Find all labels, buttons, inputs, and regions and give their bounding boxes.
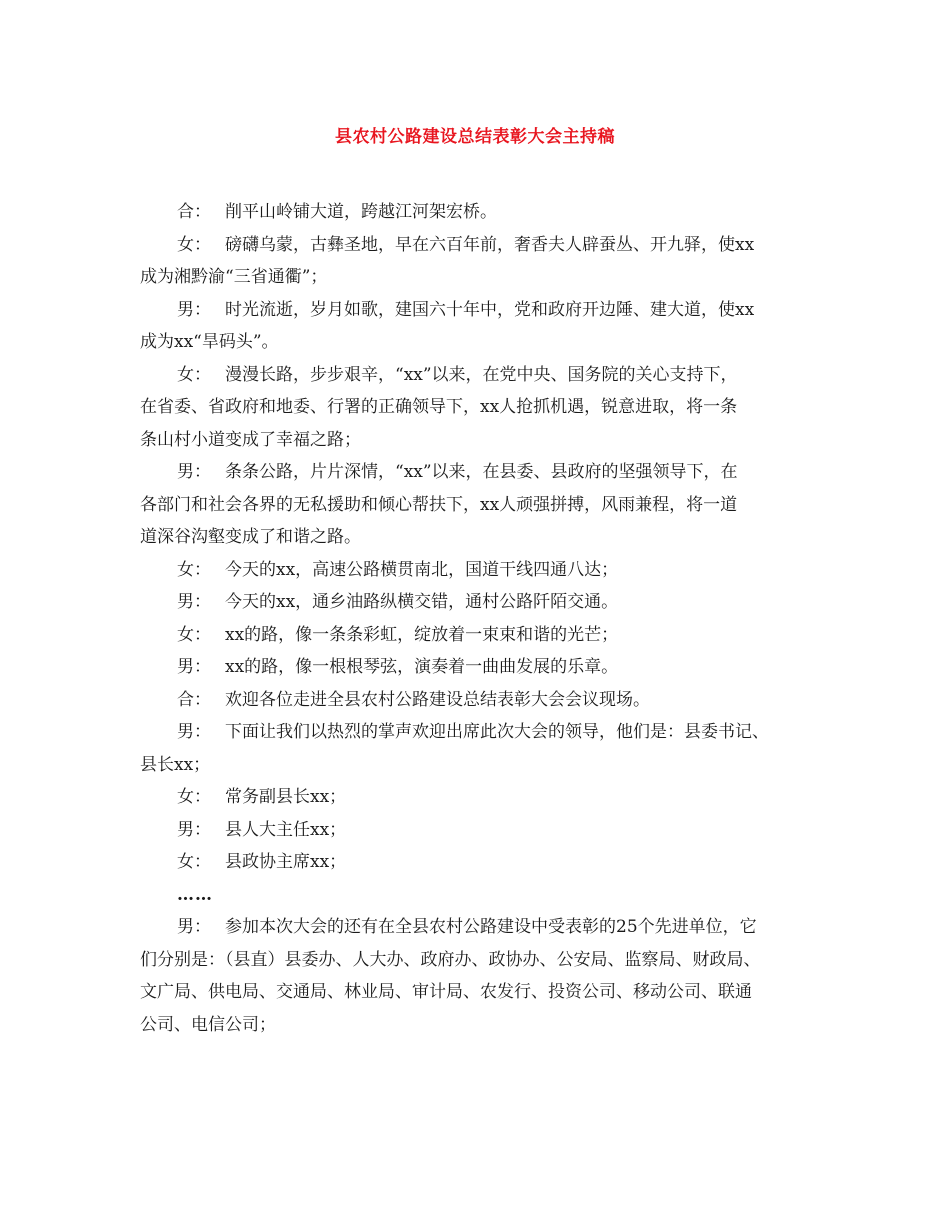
line-text: 在省委、省政府和地委、行署的正确领导下，xx人抢抓机遇，锐意进取，将一条 [140, 397, 738, 417]
speaker-label: 女： [177, 787, 211, 807]
script-line [140, 781, 830, 814]
script-line-continuation [140, 424, 830, 457]
line-text: 磅礴乌蒙，古彝圣地，早在六百年前，奢香夫人辟蚕丛、开九驿，使xx [225, 234, 755, 255]
line-text: 公司、电信公司； [140, 1014, 276, 1035]
script-line [140, 456, 830, 489]
document-body [140, 196, 830, 1041]
speaker-label: 男： [177, 722, 211, 742]
line-text: 欢迎各位走进全县农村公路建设总结表彰大会会议现场。 [225, 689, 650, 710]
script-line-continuation [140, 326, 830, 359]
script-line [140, 554, 830, 587]
script-line-continuation [140, 391, 830, 424]
line-text: 成为湘黔渝“三省通衢”； [140, 267, 328, 287]
line-text: 今天的xx，通乡油路纵横交错，通村公路阡陌交通。 [225, 592, 619, 612]
ellipsis: …… [177, 884, 213, 905]
line-text: 下面让我们以热烈的掌声欢迎出席此次大会的领导，他们是：县委书记、 [225, 722, 769, 742]
script-line [140, 619, 830, 652]
line-text: 县长xx； [140, 754, 211, 775]
speaker-label: 男： [177, 299, 211, 320]
speaker-label: 男： [177, 462, 211, 482]
line-text: 文广局、供电局、交通局、林业局、审计局、农发行、投资公司、移动公司、联通 [140, 982, 752, 1002]
line-text: 们分别是：（县直）县委办、人大办、政府办、政协办、公安局、监察局、财政局、 [140, 949, 761, 970]
line-text: 条山村小道变成了幸福之路； [140, 429, 361, 450]
speaker-label: 女： [177, 559, 211, 580]
speaker-label: 男： [177, 657, 211, 677]
script-line-continuation [140, 261, 830, 294]
script-line-continuation [140, 944, 830, 977]
script-line [140, 359, 830, 392]
line-text: 各部门和社会各界的无私援助和倾心帮扶下，xx人顽强拼搏，风雨兼程，将一道 [140, 494, 738, 515]
script-line-continuation [140, 976, 830, 1009]
script-line [140, 716, 830, 749]
line-text: 条条公路，片片深情，“xx”以来，在县委、县政府的坚强领导下，在 [225, 462, 738, 482]
speaker-label: 合： [177, 202, 211, 222]
speaker-label: 女： [177, 364, 211, 385]
speaker-label: 男： [177, 819, 211, 840]
line-text: 漫漫长路，步步艰辛，“xx”以来，在党中央、国务院的关心支持下， [225, 364, 738, 385]
line-text: 成为xx“旱码头”。 [140, 332, 279, 352]
speaker-label: 女： [177, 234, 211, 255]
script-line-continuation [140, 1009, 830, 1042]
line-text: 县人大主任xx； [225, 819, 347, 840]
script-line [140, 651, 830, 684]
script-line-continuation [140, 749, 830, 782]
script-line [140, 586, 830, 619]
line-text: 县政协主席xx； [225, 852, 347, 872]
script-line [140, 814, 830, 847]
line-text: 道深谷沟壑变成了和谐之路。 [140, 527, 361, 547]
line-text: xx的路，像一根根琴弦，演奏着一曲曲发展的乐章。 [225, 657, 619, 677]
speaker-label: 合： [177, 689, 211, 710]
line-text: 削平山岭铺大道，跨越江河架宏桥。 [225, 202, 497, 222]
script-line [140, 229, 830, 262]
script-line [140, 196, 830, 229]
script-line-continuation [140, 489, 830, 522]
line-text: 时光流逝，岁月如歌，建国六十年中，党和政府开边陲、建大道，使xx [225, 299, 755, 320]
script-line [140, 846, 830, 879]
script-line [140, 684, 830, 717]
speaker-label: 男： [177, 917, 211, 937]
script-line [140, 911, 830, 944]
speaker-label: 男： [177, 592, 211, 612]
script-line-continuation [140, 521, 830, 554]
speaker-label: 女： [177, 852, 211, 872]
document-title: 县农村公路建设总结表彰大会主持稿 [335, 127, 615, 147]
script-line [140, 294, 830, 327]
speaker-label: 女： [177, 624, 211, 645]
line-text: 常务副县长xx； [225, 787, 347, 807]
line-text: 参加本次大会的还有在全县农村公路建设中受表彰的25个先进单位，它 [225, 917, 757, 937]
line-text: xx的路，像一条条彩虹，绽放着一束束和谐的光芒； [225, 624, 619, 645]
line-text: 今天的xx，高速公路横贯南北，国道干线四通八达； [225, 559, 619, 580]
